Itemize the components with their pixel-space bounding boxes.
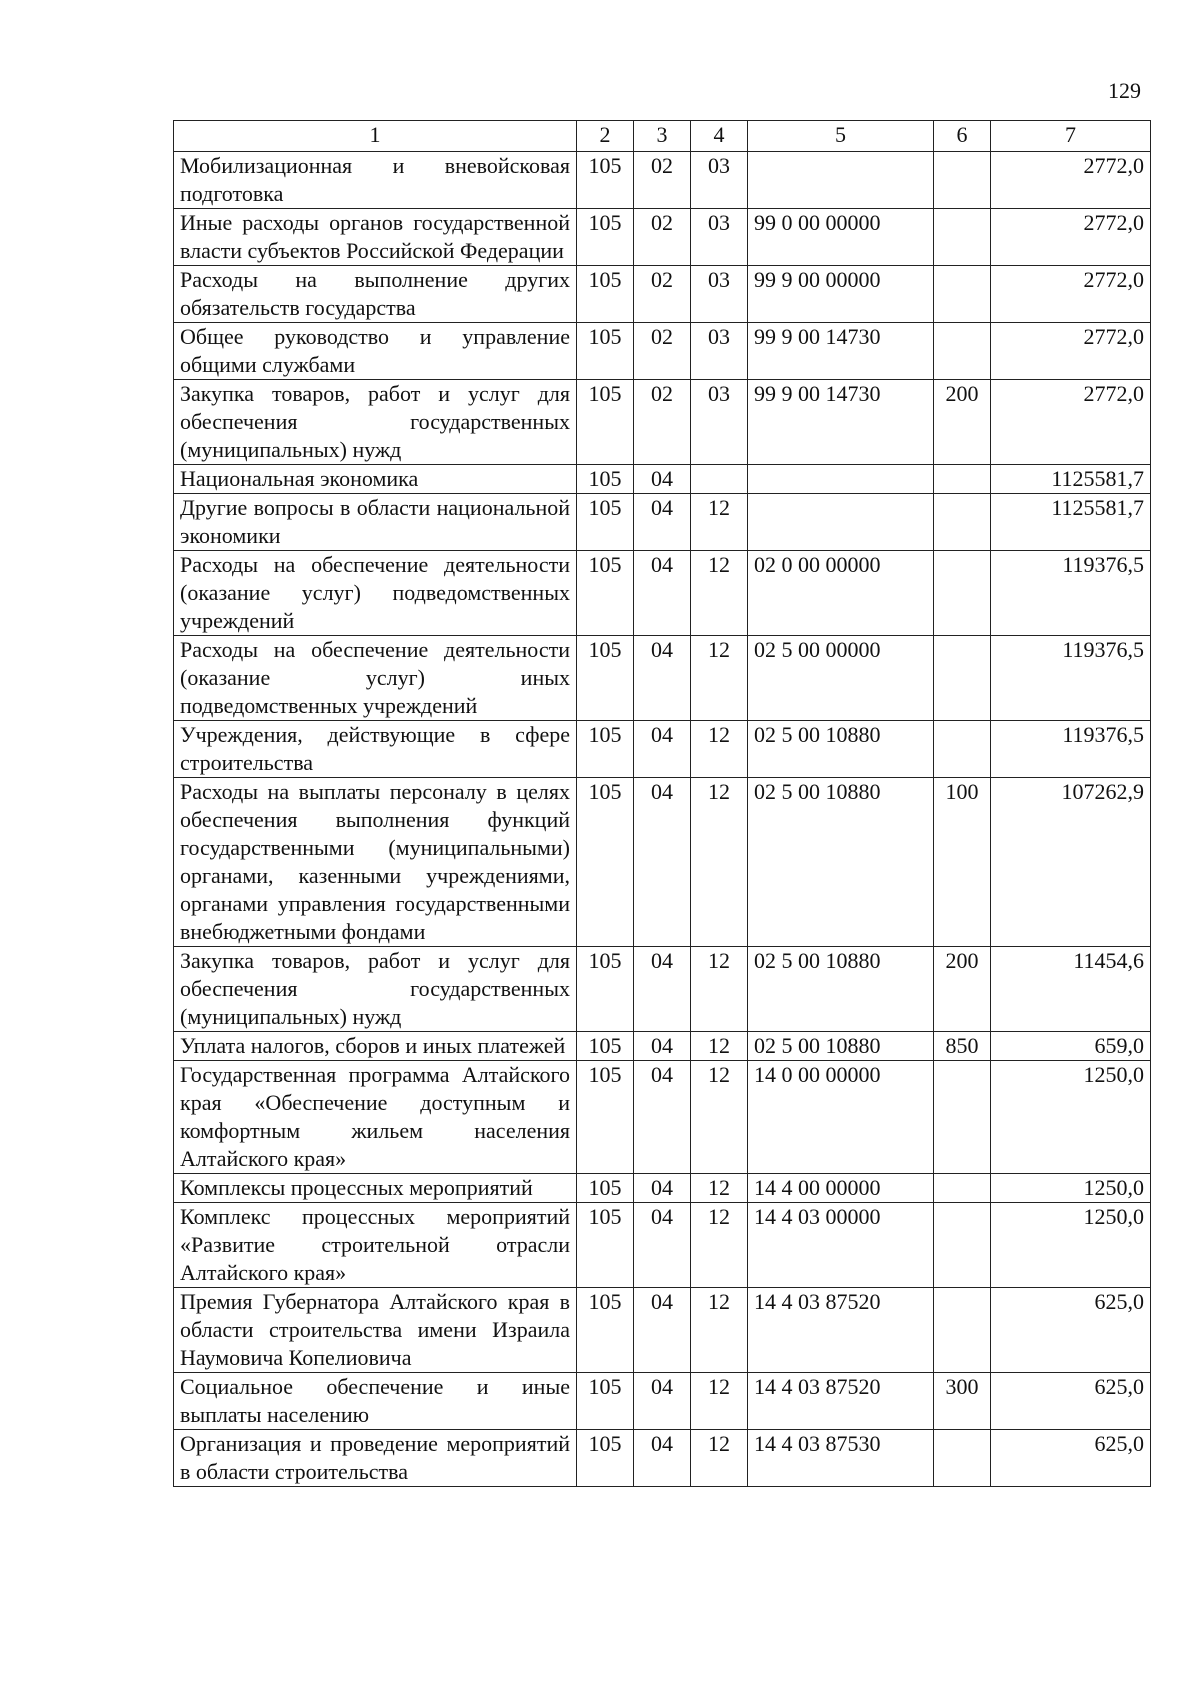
row-subsection-code-cell: 12 bbox=[691, 778, 748, 947]
row-ministry-code-cell: 105 bbox=[577, 721, 634, 778]
table-row bbox=[174, 778, 1151, 947]
row-amount-cell: 1250,0 bbox=[991, 1203, 1151, 1288]
row-target-article-cell: 14 4 03 00000 bbox=[748, 1203, 934, 1288]
row-ministry-code-cell: 105 bbox=[577, 778, 634, 947]
row-section-code-cell: 02 bbox=[634, 266, 691, 323]
row-expense-type-cell bbox=[934, 1061, 991, 1174]
row-name-cell: Расходы на выполнение других обязательств государства bbox=[174, 266, 577, 323]
row-name-cell: Комплекс процессных мероприятий «Развитие строительной отрасли Алтайского края» bbox=[174, 1203, 577, 1288]
row-expense-type-cell: 200 bbox=[934, 380, 991, 465]
row-expense-type-cell: 300 bbox=[934, 1373, 991, 1430]
row-target-article-cell: 14 4 03 87520 bbox=[748, 1288, 934, 1373]
row-section-code-cell: 02 bbox=[634, 209, 691, 266]
row-amount-cell: 2772,0 bbox=[991, 152, 1151, 209]
table-row bbox=[174, 465, 1151, 494]
row-expense-type-cell: 100 bbox=[934, 778, 991, 947]
row-expense-type-cell: 200 bbox=[934, 947, 991, 1032]
row-name-cell: Закупка товаров, работ и услуг для обеспечения государственных (муниципальных) нужд bbox=[174, 947, 577, 1032]
row-subsection-code-cell: 12 bbox=[691, 494, 748, 551]
row-expense-type-cell bbox=[934, 1288, 991, 1373]
row-expense-type-cell: 850 bbox=[934, 1032, 991, 1061]
row-ministry-code-cell: 105 bbox=[577, 380, 634, 465]
header-cell-3: 3 bbox=[634, 121, 691, 152]
row-amount-cell: 625,0 bbox=[991, 1430, 1151, 1487]
row-amount-cell: 119376,5 bbox=[991, 636, 1151, 721]
row-name-cell: Закупка товаров, работ и услуг для обеспечения государственных (муниципальных) нужд bbox=[174, 380, 577, 465]
row-ministry-code-cell: 105 bbox=[577, 1174, 634, 1203]
row-subsection-code-cell: 03 bbox=[691, 152, 748, 209]
row-target-article-cell: 14 4 03 87520 bbox=[748, 1373, 934, 1430]
row-ministry-code-cell: 105 bbox=[577, 1430, 634, 1487]
row-subsection-code-cell: 12 bbox=[691, 721, 748, 778]
table-row bbox=[174, 551, 1151, 636]
header-cell-7: 7 bbox=[991, 121, 1151, 152]
row-target-article-cell: 99 0 00 00000 bbox=[748, 209, 934, 266]
row-ministry-code-cell: 105 bbox=[577, 1032, 634, 1061]
row-name-cell: Расходы на обеспечение деятельности (оказание услуг) подведомственных учреждений bbox=[174, 551, 577, 636]
row-subsection-code-cell: 03 bbox=[691, 209, 748, 266]
row-subsection-code-cell: 12 bbox=[691, 1373, 748, 1430]
row-amount-cell: 2772,0 bbox=[991, 266, 1151, 323]
row-ministry-code-cell: 105 bbox=[577, 947, 634, 1032]
row-amount-cell: 11454,6 bbox=[991, 947, 1151, 1032]
row-ministry-code-cell: 105 bbox=[577, 266, 634, 323]
row-expense-type-cell bbox=[934, 551, 991, 636]
row-section-code-cell: 04 bbox=[634, 1032, 691, 1061]
row-name-cell: Другие вопросы в области национальной экономики bbox=[174, 494, 577, 551]
row-expense-type-cell bbox=[934, 1174, 991, 1203]
header-cell-5: 5 bbox=[748, 121, 934, 152]
row-name-cell: Учреждения, действующие в сфере строительства bbox=[174, 721, 577, 778]
row-ministry-code-cell: 105 bbox=[577, 551, 634, 636]
row-expense-type-cell bbox=[934, 152, 991, 209]
row-expense-type-cell bbox=[934, 1430, 991, 1487]
row-expense-type-cell bbox=[934, 636, 991, 721]
row-target-article-cell bbox=[748, 465, 934, 494]
budget-table bbox=[173, 120, 1151, 1487]
row-section-code-cell: 04 bbox=[634, 1373, 691, 1430]
row-ministry-code-cell: 105 bbox=[577, 1061, 634, 1174]
table-row bbox=[174, 1203, 1151, 1288]
row-section-code-cell: 04 bbox=[634, 1203, 691, 1288]
row-target-article-cell: 02 0 00 00000 bbox=[748, 551, 934, 636]
row-section-code-cell: 04 bbox=[634, 1174, 691, 1203]
row-ministry-code-cell: 105 bbox=[577, 465, 634, 494]
table-row bbox=[174, 323, 1151, 380]
row-target-article-cell: 02 5 00 10880 bbox=[748, 1032, 934, 1061]
row-amount-cell: 2772,0 bbox=[991, 380, 1151, 465]
row-subsection-code-cell: 12 bbox=[691, 636, 748, 721]
row-name-cell: Мобилизационная и вневойсковая подготовка bbox=[174, 152, 577, 209]
row-amount-cell: 625,0 bbox=[991, 1373, 1151, 1430]
table-body bbox=[174, 152, 1151, 1487]
table-row bbox=[174, 266, 1151, 323]
row-amount-cell: 107262,9 bbox=[991, 778, 1151, 947]
row-target-article-cell: 02 5 00 10880 bbox=[748, 947, 934, 1032]
table-row bbox=[174, 1061, 1151, 1174]
row-ministry-code-cell: 105 bbox=[577, 323, 634, 380]
row-amount-cell: 1250,0 bbox=[991, 1061, 1151, 1174]
table-row bbox=[174, 209, 1151, 266]
row-ministry-code-cell: 105 bbox=[577, 1373, 634, 1430]
row-name-cell: Иные расходы органов государственной власти субъектов Российской Федерации bbox=[174, 209, 577, 266]
row-section-code-cell: 04 bbox=[634, 947, 691, 1032]
row-section-code-cell: 02 bbox=[634, 152, 691, 209]
table-row bbox=[174, 1373, 1151, 1430]
row-amount-cell: 2772,0 bbox=[991, 323, 1151, 380]
header-cell-2: 2 bbox=[577, 121, 634, 152]
row-ministry-code-cell: 105 bbox=[577, 494, 634, 551]
row-subsection-code-cell: 12 bbox=[691, 947, 748, 1032]
row-subsection-code-cell: 03 bbox=[691, 266, 748, 323]
table-row bbox=[174, 1430, 1151, 1487]
row-target-article-cell: 14 0 00 00000 bbox=[748, 1061, 934, 1174]
row-subsection-code-cell: 12 bbox=[691, 1174, 748, 1203]
table-row bbox=[174, 947, 1151, 1032]
row-subsection-code-cell: 03 bbox=[691, 380, 748, 465]
header-cell-6: 6 bbox=[934, 121, 991, 152]
row-name-cell: Расходы на обеспечение деятельности (оказание услуг) иных подведомственных учреждений bbox=[174, 636, 577, 721]
row-target-article-cell: 14 4 03 87530 bbox=[748, 1430, 934, 1487]
table-row bbox=[174, 1288, 1151, 1373]
row-amount-cell: 2772,0 bbox=[991, 209, 1151, 266]
row-name-cell: Государственная программа Алтайского края «Обеспечение доступным и комфортным жильем населения Алтайского края» bbox=[174, 1061, 577, 1174]
row-section-code-cell: 04 bbox=[634, 1061, 691, 1174]
row-name-cell: Общее руководство и управление общими службами bbox=[174, 323, 577, 380]
table-row bbox=[174, 380, 1151, 465]
row-target-article-cell bbox=[748, 494, 934, 551]
row-subsection-code-cell: 12 bbox=[691, 1288, 748, 1373]
row-target-article-cell: 02 5 00 10880 bbox=[748, 778, 934, 947]
row-name-cell: Расходы на выплаты персоналу в целях обеспечения выполнения функций государственными (муниципальными) органами, казенными учреждениями, органами управления государственными внебюджетными фондами bbox=[174, 778, 577, 947]
row-name-cell: Социальное обеспечение и иные выплаты населению bbox=[174, 1373, 577, 1430]
header-cell-4: 4 bbox=[691, 121, 748, 152]
row-amount-cell: 1125581,7 bbox=[991, 494, 1151, 551]
row-section-code-cell: 04 bbox=[634, 494, 691, 551]
row-subsection-code-cell: 03 bbox=[691, 323, 748, 380]
table-row bbox=[174, 152, 1151, 209]
row-expense-type-cell bbox=[934, 209, 991, 266]
table-row bbox=[174, 494, 1151, 551]
row-section-code-cell: 02 bbox=[634, 323, 691, 380]
row-name-cell: Национальная экономика bbox=[174, 465, 577, 494]
row-target-article-cell: 14 4 00 00000 bbox=[748, 1174, 934, 1203]
row-subsection-code-cell bbox=[691, 465, 748, 494]
row-ministry-code-cell: 105 bbox=[577, 209, 634, 266]
row-name-cell: Уплата налогов, сборов и иных платежей bbox=[174, 1032, 577, 1061]
page-number: 129 bbox=[1108, 78, 1141, 103]
table-row bbox=[174, 636, 1151, 721]
row-section-code-cell: 04 bbox=[634, 551, 691, 636]
row-section-code-cell: 04 bbox=[634, 1288, 691, 1373]
row-target-article-cell: 99 9 00 14730 bbox=[748, 323, 934, 380]
table-row bbox=[174, 1174, 1151, 1203]
table-row bbox=[174, 721, 1151, 778]
row-target-article-cell: 99 9 00 00000 bbox=[748, 266, 934, 323]
row-section-code-cell: 04 bbox=[634, 1430, 691, 1487]
row-section-code-cell: 04 bbox=[634, 721, 691, 778]
row-amount-cell: 119376,5 bbox=[991, 551, 1151, 636]
table-row bbox=[174, 1032, 1151, 1061]
row-section-code-cell: 02 bbox=[634, 380, 691, 465]
row-name-cell: Организация и проведение мероприятий в области строительства bbox=[174, 1430, 577, 1487]
row-expense-type-cell bbox=[934, 323, 991, 380]
header-row bbox=[174, 121, 1151, 152]
row-ministry-code-cell: 105 bbox=[577, 1288, 634, 1373]
row-name-cell: Комплексы процессных мероприятий bbox=[174, 1174, 577, 1203]
row-amount-cell: 659,0 bbox=[991, 1032, 1151, 1061]
row-section-code-cell: 04 bbox=[634, 778, 691, 947]
row-expense-type-cell bbox=[934, 494, 991, 551]
row-target-article-cell: 99 9 00 14730 bbox=[748, 380, 934, 465]
row-subsection-code-cell: 12 bbox=[691, 1203, 748, 1288]
row-amount-cell: 1125581,7 bbox=[991, 465, 1151, 494]
row-target-article-cell: 02 5 00 00000 bbox=[748, 636, 934, 721]
row-expense-type-cell bbox=[934, 266, 991, 323]
row-name-cell: Премия Губернатора Алтайского края в области строительства имени Израила Наумовича Копелиовича bbox=[174, 1288, 577, 1373]
row-subsection-code-cell: 12 bbox=[691, 1061, 748, 1174]
row-target-article-cell bbox=[748, 152, 934, 209]
header-cell-1: 1 bbox=[174, 121, 577, 152]
row-subsection-code-cell: 12 bbox=[691, 1032, 748, 1061]
row-amount-cell: 119376,5 bbox=[991, 721, 1151, 778]
row-amount-cell: 1250,0 bbox=[991, 1174, 1151, 1203]
row-expense-type-cell bbox=[934, 465, 991, 494]
row-subsection-code-cell: 12 bbox=[691, 551, 748, 636]
row-expense-type-cell bbox=[934, 1203, 991, 1288]
row-ministry-code-cell: 105 bbox=[577, 152, 634, 209]
row-amount-cell: 625,0 bbox=[991, 1288, 1151, 1373]
row-target-article-cell: 02 5 00 10880 bbox=[748, 721, 934, 778]
row-expense-type-cell bbox=[934, 721, 991, 778]
row-section-code-cell: 04 bbox=[634, 636, 691, 721]
row-ministry-code-cell: 105 bbox=[577, 1203, 634, 1288]
row-section-code-cell: 04 bbox=[634, 465, 691, 494]
row-subsection-code-cell: 12 bbox=[691, 1430, 748, 1487]
row-ministry-code-cell: 105 bbox=[577, 636, 634, 721]
